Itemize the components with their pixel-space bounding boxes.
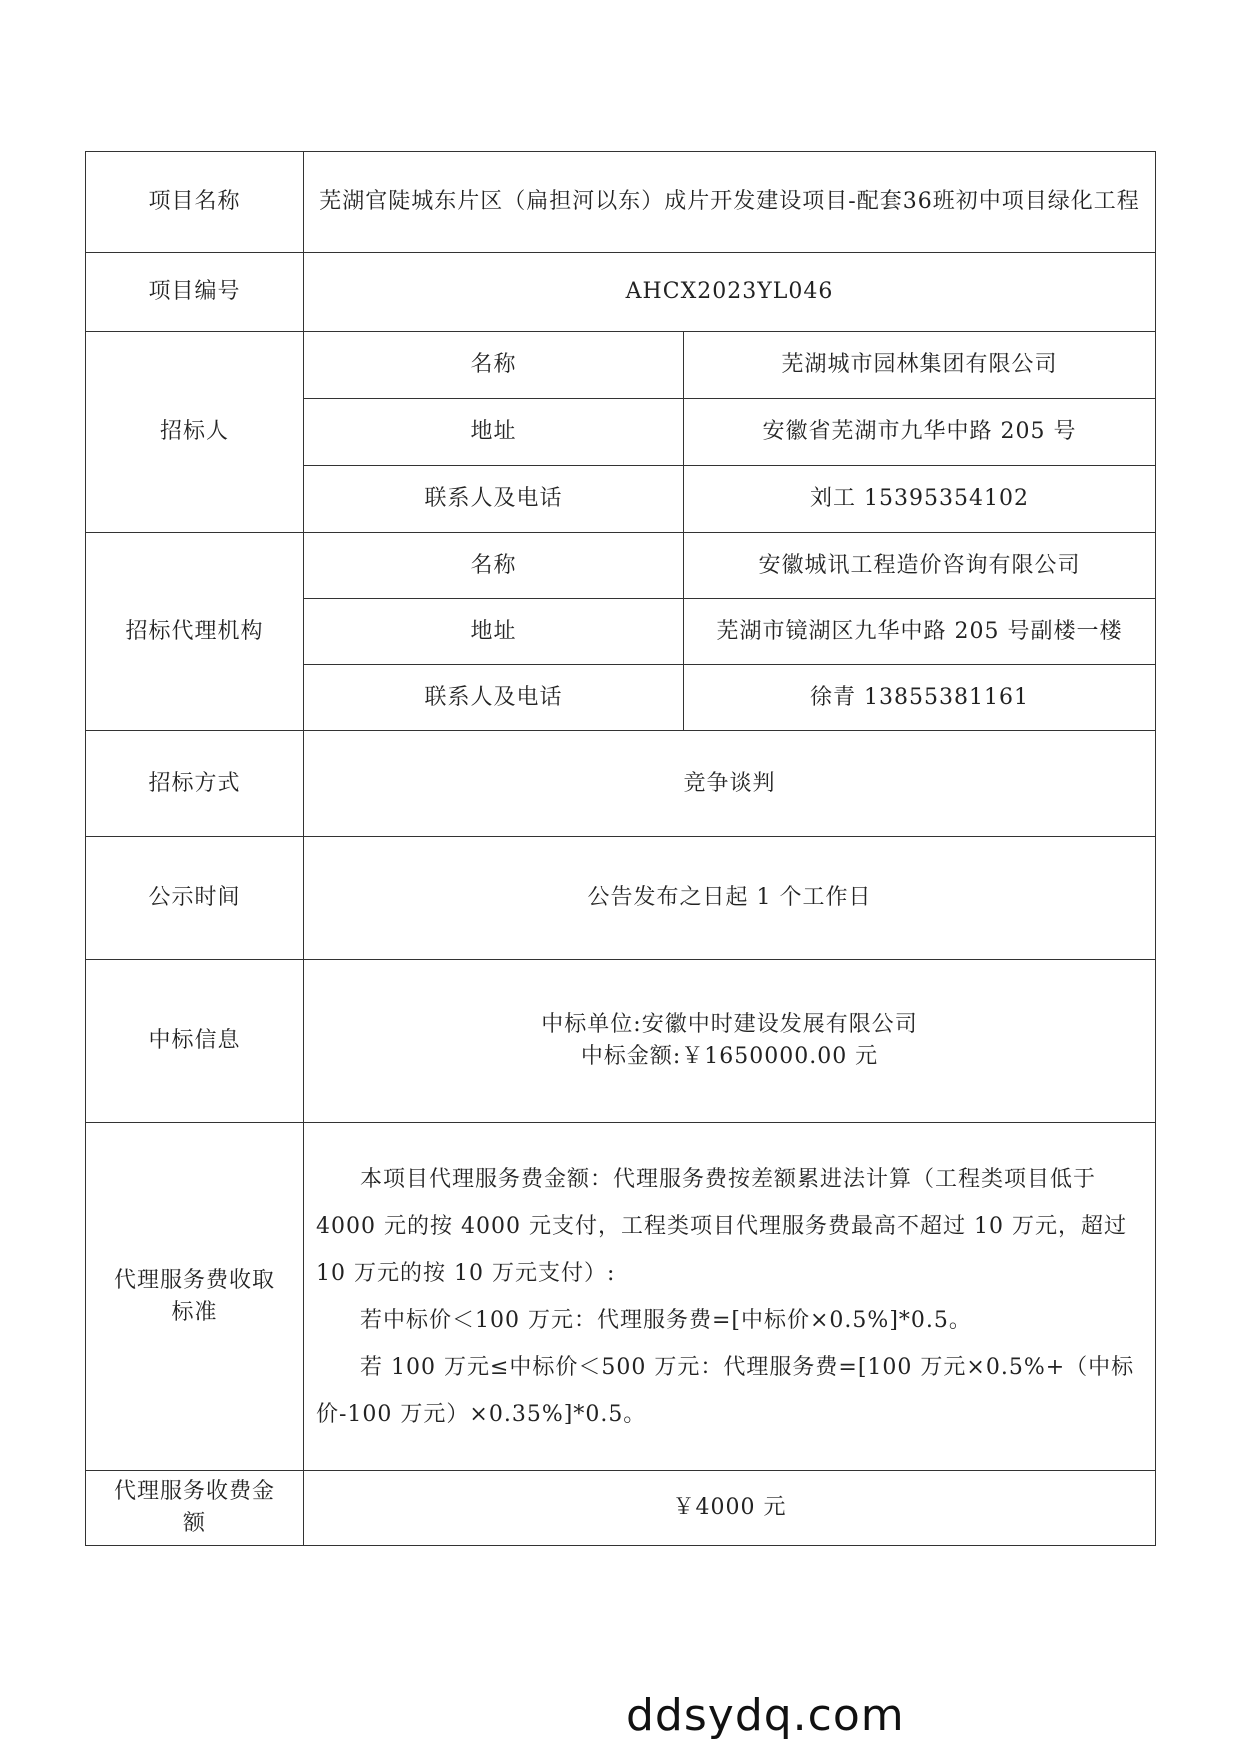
fee-standard-label-line1: 代理服务费收取 [113,1267,275,1293]
fee-amount-label-line2: 额 [182,1511,206,1536]
project-number-value: AHCX2023YL046 [304,253,1156,332]
fee-standard-label [86,1123,304,1471]
fee-amount-label-line1: 代理服务收费金 [113,1479,275,1504]
tenderer-name-label: 名称 [304,332,684,399]
publicity-period-label: 公示时间 [86,837,304,960]
publicity-period-value: 公告发布之日起 1 个工作日 [304,837,1156,960]
fee-standard-paragraph-2: 若中标价＜100 万元：代理服务费=[中标价×0.5%]*0.5。 [360,1307,972,1333]
agency-contact-label: 联系人及电话 [304,665,684,731]
agency-address-value: 芜湖市镜湖区九华中路 205 号副楼一楼 [684,599,1156,665]
winning-info-label: 中标信息 [86,960,304,1123]
tenderer-address-value: 安徽省芜湖市九华中路 205 号 [684,399,1156,466]
agency-name-label: 名称 [304,533,684,599]
tenderer-name-row [86,332,1156,399]
tender-method-value: 竞争谈判 [304,731,1156,837]
agency-name-row [86,533,1156,599]
agency-contact-value: 徐青 13855381161 [684,665,1156,731]
fee-standard-row [86,1123,1156,1471]
project-name-value: 芜湖官陡城东片区（扁担河以东）成片开发建设项目-配套36班初中项目绿化工程 [304,152,1156,253]
fee-amount-value: ￥4000 元 [304,1471,1156,1546]
winning-info-value [304,960,1156,1123]
tender-method-row [86,731,1156,837]
tender-method-label: 招标方式 [86,731,304,837]
tenderer-address-label: 地址 [304,399,684,466]
fee-standard-paragraph-1: 本项目代理服务费金额：代理服务费按差额累进法计算（工程类项目低于 4000 元的按 4000 元支付，工程类项目代理服务费最高不超过 10 万元，超过 10 万元的按 10 万元支付）: [316,1166,1127,1286]
tender-result-table [85,151,1156,1546]
tenderer-name-value: 芜湖城市园林集团有限公司 [684,332,1156,399]
fee-standard-paragraph-3: 若 100 万元≤中标价＜500 万元：代理服务费=[100 万元×0.5%+（中标价-100 万元）×0.35%]*0.5。 [316,1354,1135,1427]
tenderer-label: 招标人 [86,332,304,533]
fee-amount-label [86,1471,304,1546]
agency-name-value: 安徽城讯工程造价咨询有限公司 [684,533,1156,599]
winning-amount: 中标金额:￥1650000.00 元 [580,1044,879,1069]
project-name-label: 项目名称 [86,152,304,253]
publicity-period-row [86,837,1156,960]
fee-amount-row [86,1471,1156,1546]
project-number-row [86,253,1156,332]
fee-standard-text [304,1123,1156,1471]
agency-label: 招标代理机构 [86,533,304,731]
tenderer-contact-value: 刘工 15395354102 [684,466,1156,533]
agency-address-label: 地址 [304,599,684,665]
project-name-row [86,152,1156,253]
fee-standard-label-line2: 标准 [171,1299,218,1325]
tenderer-contact-label: 联系人及电话 [304,466,684,533]
project-number-label: 项目编号 [86,253,304,332]
winning-info-row [86,960,1156,1123]
winning-company: 中标单位:安徽中时建设发展有限公司 [541,1012,918,1037]
watermark-text: ddsydq.com [626,1690,905,1741]
